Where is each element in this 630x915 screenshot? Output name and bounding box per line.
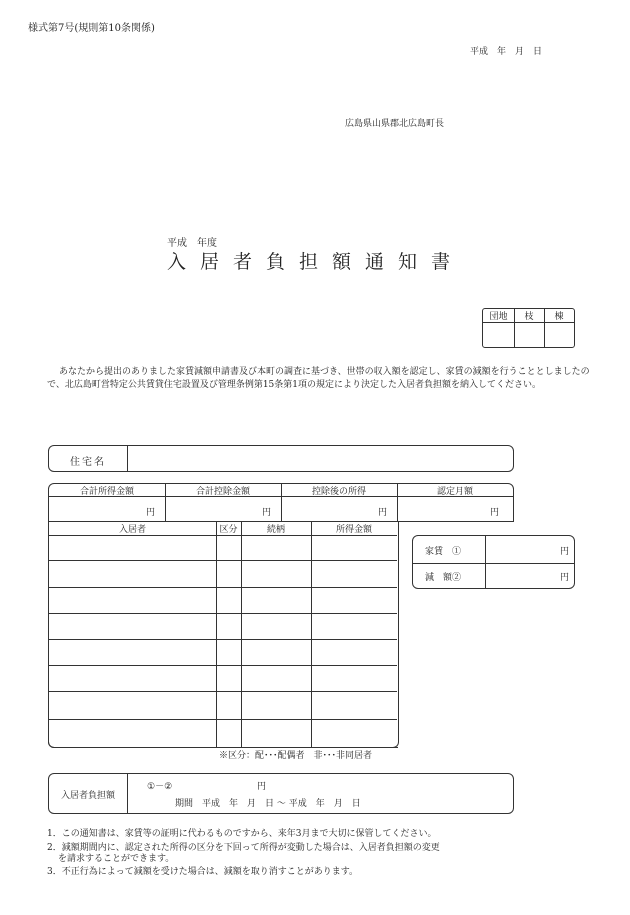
stamp-header-danchi: 団地: [489, 312, 508, 322]
header-total-deduction: 合計控除金額: [195, 487, 250, 497]
header-income-after-deduction: 控除後の所得: [311, 487, 366, 497]
header-certified-monthly: 認定月額: [436, 487, 473, 497]
stamp-header-eda: 枝: [524, 312, 534, 322]
year-line: 平成 年度: [167, 238, 217, 249]
document-title: 入居者負担額通知書: [167, 251, 465, 273]
kubun-note: ※区分：配･･･配偶者 非･･･非同居者: [219, 751, 373, 761]
reduction-yen: 円: [560, 573, 570, 583]
burden-label: 入居者負担額: [60, 791, 115, 801]
housing-name-label: 住宅名: [70, 457, 106, 468]
rent-yen: 円: [560, 547, 570, 557]
yen-total-income: 円: [146, 508, 156, 518]
stamp-box: [482, 308, 575, 348]
note-2-cont: を請求することができます。: [58, 854, 175, 864]
yen-certified-monthly: 円: [490, 508, 500, 518]
header-resident: 入居者: [118, 525, 146, 535]
note-1: 1．この通知書は、家賃等の証明に代わるものですから、来年3月まで大切に保管してください。: [47, 829, 437, 839]
note-3: 3．不正行為によって減額を受けた場合は、減額を取り消すことがあります。: [47, 867, 359, 877]
burden-yen: 円: [257, 782, 267, 792]
yen-after-deduction: 円: [378, 508, 388, 518]
reduction-label: 減 額②: [425, 573, 462, 583]
rent-label: 家賃 ①: [425, 547, 462, 557]
burden-formula: ①－②: [147, 782, 173, 792]
burden-period: 期間 平成 年 月 日 ～ 平成 年 月 日: [175, 799, 361, 809]
date-line: 平成 年 月 日: [470, 47, 543, 57]
form-id: 様式第7号(規則第10条関係): [28, 23, 155, 34]
header-total-income: 合計所得金額: [79, 487, 134, 497]
header-relation: 続柄: [266, 525, 285, 535]
issuer: 広島県山県郡北広島町長: [345, 119, 445, 129]
header-kubun: 区分: [219, 525, 238, 535]
rent-box: [412, 535, 575, 589]
note-2: 2．減額期間内に、認定された所得の区分を下回って所得が変動した場合は、入居者負担額の変更: [47, 843, 440, 853]
housing-name-field: [48, 445, 514, 472]
body-text: あなたから提出のありました家賃減額申請書及び本町の調査に基づき、世帯の収入額を認定し、家賃の減額を行うこととしましたので、北広島町営特定公共賃貸住宅設置及び管理条例第15条第1項の規定により決定した入居者負担額を納入してください。: [47, 367, 590, 390]
stamp-header-mune: 棟: [554, 312, 564, 322]
header-income-amount: 所得金額: [335, 525, 372, 535]
yen-total-deduction: 円: [262, 508, 272, 518]
burden-box: [48, 773, 514, 814]
